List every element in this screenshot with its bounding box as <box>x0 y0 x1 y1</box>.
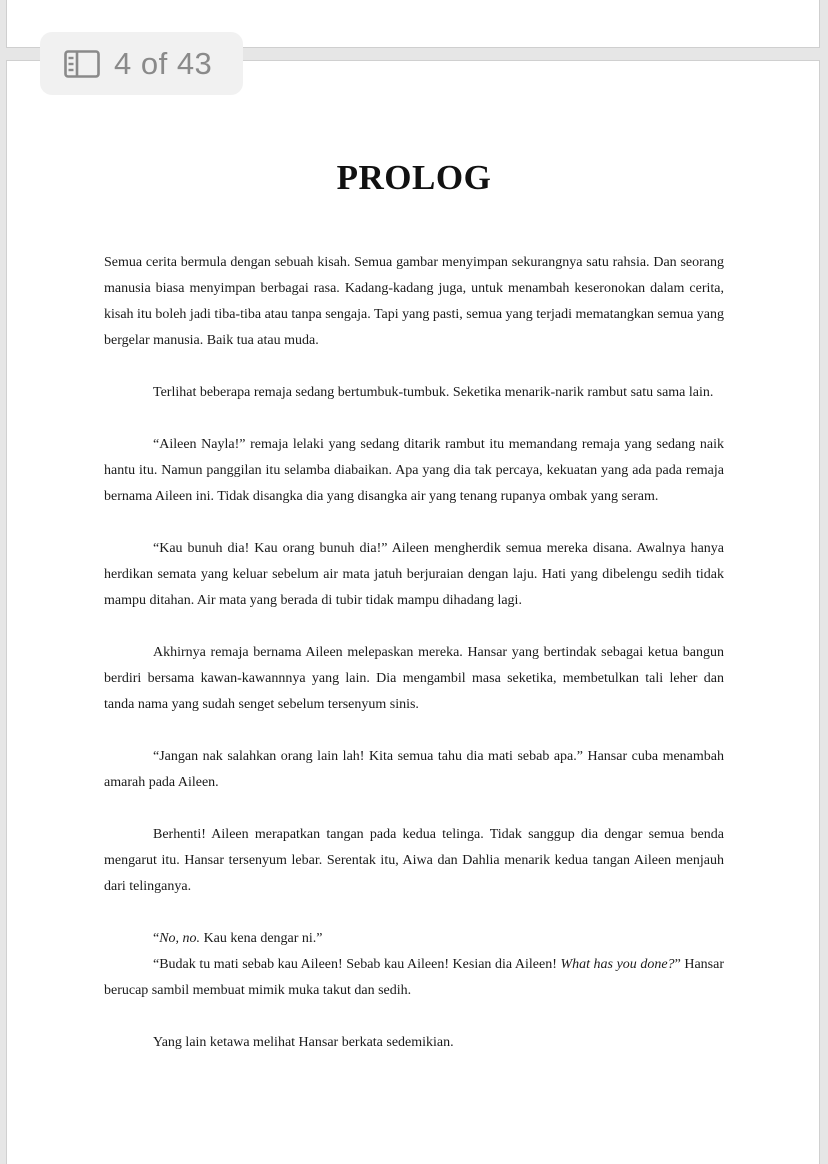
paragraph: Semua cerita bermula dengan sebuah kisah. Semua gambar menyimpan sekurangnya satu rahsia. Dan seorang manusia biasa menyimpan berbagai rasa. Kadang-kadang juga, untuk menambah keseronokan dalam cerita, kisah itu boleh jadi tiba-tiba atau tanpa sengaja. Tapi yang pasti, semua yang terjadi mematangkan semua yang bergelar manusia. Baik tua atau muda. <box>104 255 725 348</box>
dialog-text: “Budak tu mati sebab kau Aileen! Sebab kau Aileen! Kesian dia Aileen! <box>153 957 561 972</box>
dialog-text: Kau kena dengar ni.” <box>200 931 323 946</box>
dialog-paragraph <box>104 952 724 1004</box>
paragraph: “Kau bunuh dia! Kau orang bunuh dia!” Aileen mengherdik semua mereka disana. Awalnya hanya herdikan semata yang keluar sebelum air mata jatuh berjuraian dengan laju. Hati yang dibelengu sedih tidak mampu ditahan. Air mata yang berada di tubir tidak mampu dihadang lagi. <box>104 541 724 608</box>
dialog-text: Hansar berucap sambil membuat mimik muka takut dan sedih. <box>104 957 724 998</box>
quote-mark: “ <box>153 931 160 946</box>
paragraph: Akhirnya remaja bernama Aileen melepaskan mereka. Hansar yang bertindak sebagai ketua bangun berdiri bersama kawan-kawannnya yang lain. Dia mengambil masa seketika, membetulkan tali leher dan tanda nama yang sudah senget sebelum tersenyum sinis. <box>104 645 724 712</box>
page-title: PROLOG <box>336 158 492 197</box>
paragraph: Terlihat beberapa remaja sedang bertumbuk-tumbuk. Seketika menarik-narik rambut satu sama lain. <box>153 385 714 400</box>
paragraph: Berhenti! Aileen merapatkan tangan pada kedua telinga. Tidak sanggup dia dengar semua benda mengarut itu. Hansar tersenyum lebar. Serentak itu, Aiwa dan Dahlia menarik kedua tangan Aileen menjauh dari telinganya. <box>104 827 724 894</box>
italic-phrase: What has you done? <box>560 957 675 972</box>
paragraph: Yang lain ketawa melihat Hansar berkata sedemikian. <box>153 1035 454 1050</box>
page-indicator[interactable] <box>40 32 243 95</box>
page-indicator-label: 4 of 43 <box>114 45 213 81</box>
quote-mark: ” <box>674 957 681 972</box>
paragraph: “Aileen Nayla!” remaja lelaki yang sedang ditarik rambut itu memandang remaja yang sedang naik hantu itu. Namun panggilan itu selamba diabaikan. Apa yang dia tak percaya, kekuatan yang ada pada remaja bernama Aileen ini. Tidak disangka dia yang disangka air yang tenang rupanya ombak yang seram. <box>104 437 724 504</box>
dialog-paragraph <box>104 926 724 952</box>
italic-phrase: No, no. <box>159 931 201 946</box>
document-body <box>104 250 724 1082</box>
page-list-icon <box>64 50 100 78</box>
paragraph: “Jangan nak salahkan orang lain lah! Kita semua tahu dia mati sebab apa.” Hansar cuba menambah amarah pada Aileen. <box>104 749 724 790</box>
